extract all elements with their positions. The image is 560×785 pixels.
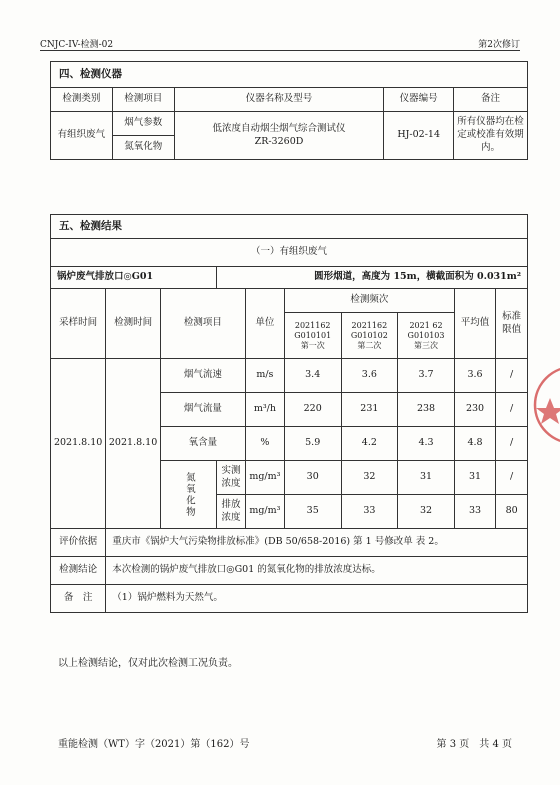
row-value-1: 3.4 [284, 359, 341, 393]
header-average: 平均值 [454, 289, 495, 359]
row-limit: / [496, 393, 528, 427]
header-detect-time: 检测时间 [106, 289, 161, 359]
instrument-remark: 所有仪器均在检定或校准有效期内。 [454, 112, 528, 160]
report-number: 重能检测（WT）字（2021）第（162）号 [58, 739, 250, 750]
page-number: 第 3 页 共 4 页 [436, 739, 512, 750]
row-value-3: 3.7 [398, 359, 455, 393]
freq-label: 第二次 [357, 340, 382, 350]
row-value-2: 33 [341, 495, 398, 529]
row-average: 31 [454, 461, 495, 495]
basis-text: 重庆市《锅炉大气污染物排放标准》(DB 50/658-2016) 第 1 号修改单 表 2。 [106, 529, 528, 557]
header-item: 检测项目 [160, 289, 245, 359]
row-item: 烟气流量 [160, 393, 245, 427]
row-value-2: 3.6 [341, 359, 398, 393]
row-limit: / [496, 461, 528, 495]
freq-id: 2021162 G010101 [294, 320, 332, 340]
row-unit: mg/m³ [245, 461, 284, 495]
col-header-instrument: 仪器名称及型号 [174, 88, 384, 112]
red-stamp [528, 350, 560, 460]
header-frequency: 检测频次 [284, 289, 454, 313]
row-value-1: 35 [284, 495, 341, 529]
freq-col-3 [398, 313, 455, 359]
header-limit: 标准限值 [496, 289, 528, 359]
detect-date: 2021.8.10 [106, 359, 161, 529]
freq-id: 2021 62 G010103 [407, 320, 445, 340]
row-value-3: 4.3 [398, 427, 455, 461]
freq-col-2 [341, 313, 398, 359]
instrument-name: 低浓度自动烟尘烟气综合测试仪 [212, 122, 346, 134]
row-value-1: 30 [284, 461, 341, 495]
col-header-item: 检测项目 [112, 88, 174, 112]
col-header-category: 检测类别 [51, 88, 113, 112]
col-header-remark: 备注 [454, 88, 528, 112]
footnote: 以上检测结论，仅对此次检测工况负责。 [58, 658, 238, 669]
note-label: 备 注 [51, 585, 106, 613]
freq-label: 第三次 [414, 340, 439, 350]
outlet-description: 圆形烟道，高度为 15m，横截面积为 0.031m² [217, 267, 528, 289]
instruments-table [50, 61, 528, 160]
instrument-category: 有组织废气 [51, 112, 113, 160]
instrument-item: 烟气参数 [112, 112, 174, 136]
outlet-label: 锅炉废气排放口◎G01 [51, 267, 217, 289]
col-header-instrument-no: 仪器编号 [384, 88, 454, 112]
row-unit: % [245, 427, 284, 461]
header-divider [40, 50, 520, 51]
note-text: （1）锅炉燃料为天然气。 [106, 585, 528, 613]
row-unit: m³/h [245, 393, 284, 427]
freq-id: 2021162 G010102 [350, 320, 388, 340]
stamp-seal-icon [528, 350, 560, 460]
instrument-model: ZR-3260D [254, 135, 304, 147]
row-value-3: 238 [398, 393, 455, 427]
freq-col-1 [284, 313, 341, 359]
instrument-item: 氮氧化物 [112, 136, 174, 160]
row-value-3: 32 [398, 495, 455, 529]
results-table [50, 214, 528, 613]
row-item: 烟气流速 [160, 359, 245, 393]
instrument-name-cell [174, 112, 384, 160]
instruments-section-title: 四、检测仪器 [51, 62, 528, 88]
header-code: CNJC-IV-检测-02 [40, 40, 114, 50]
sample-date: 2021.8.10 [51, 359, 106, 529]
basis-label: 评价依据 [51, 529, 106, 557]
row-value-2: 4.2 [341, 427, 398, 461]
row-average: 33 [454, 495, 495, 529]
row-item: 氧含量 [160, 427, 245, 461]
header-unit: 单位 [245, 289, 284, 359]
row-average: 4.8 [454, 427, 495, 461]
row-unit: m/s [245, 359, 284, 393]
row-unit: mg/m³ [245, 495, 284, 529]
conclusion-label: 检测结论 [51, 557, 106, 585]
header-sample-time: 采样时间 [51, 289, 106, 359]
results-section-title: 五、检测结果 [51, 215, 528, 239]
row-value-3: 31 [398, 461, 455, 495]
freq-label: 第一次 [300, 340, 325, 350]
row-item: 排放浓度 [217, 495, 246, 529]
instrument-no: HJ-02-14 [384, 112, 454, 160]
conclusion-text: 本次检测的锅炉废气排放口◎G01 的氮氧化物的排放浓度达标。 [106, 557, 528, 585]
row-limit: / [496, 359, 528, 393]
table-row [51, 359, 528, 393]
row-value-2: 231 [341, 393, 398, 427]
row-value-2: 32 [341, 461, 398, 495]
row-average: 230 [454, 393, 495, 427]
results-subtitle: （一）有组织废气 [51, 239, 528, 267]
row-average: 3.6 [454, 359, 495, 393]
row-limit: / [496, 427, 528, 461]
row-value-1: 5.9 [284, 427, 341, 461]
header-revision: 第2次修订 [478, 40, 520, 50]
nox-label: 氮氧化物 [160, 461, 216, 529]
row-limit: 80 [496, 495, 528, 529]
row-value-1: 220 [284, 393, 341, 427]
row-item: 实测浓度 [217, 461, 246, 495]
